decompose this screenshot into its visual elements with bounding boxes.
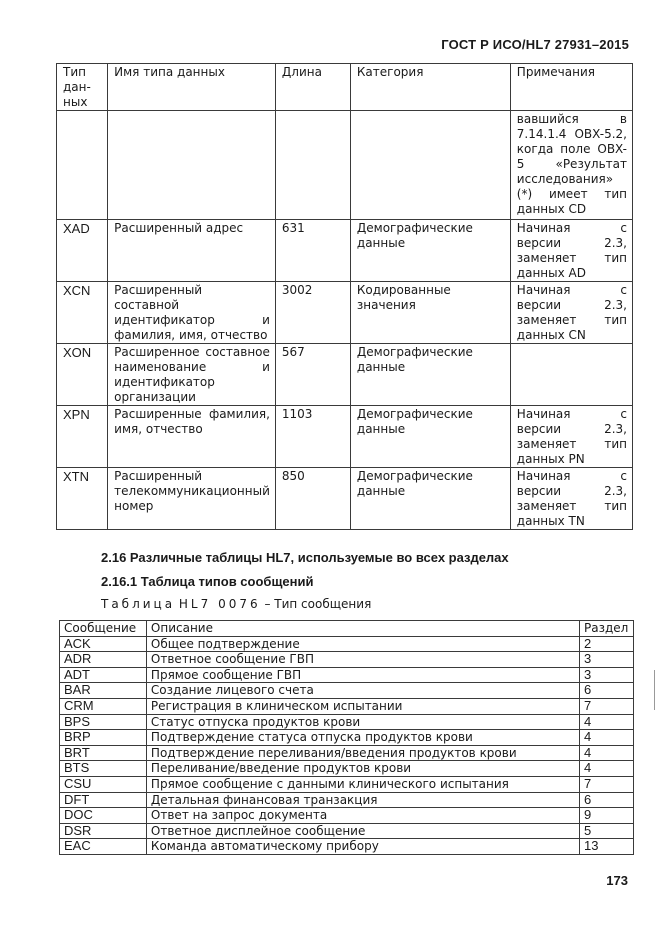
- message-section: 3: [580, 652, 634, 668]
- type-notes: Начиная с версии 2.3, заменяет тип данных CN: [510, 282, 632, 344]
- col-header-section: Раздел: [580, 621, 634, 637]
- type-code: XPN: [57, 406, 108, 468]
- caption-word: Таблица: [101, 597, 176, 611]
- type-code: XAD: [57, 220, 108, 282]
- table-row: [57, 220, 633, 282]
- message-section: 4: [580, 745, 634, 761]
- type-name: Расширенный адрес: [108, 220, 276, 282]
- message-code: BRP: [60, 730, 147, 746]
- caption-dash: –: [264, 597, 271, 611]
- type-code: XON: [57, 344, 108, 406]
- col-header-name: Имя типа данных: [108, 64, 276, 111]
- col-header-length: Длина: [275, 64, 350, 111]
- message-section: 7: [580, 698, 634, 714]
- col-header-notes: Примечания: [510, 64, 632, 111]
- message-code: CSU: [60, 776, 147, 792]
- type-name: Расширенный составной идентификатор и фамилия, имя, отчество: [108, 282, 276, 344]
- col-header-category: Категория: [350, 64, 510, 111]
- table-row: [57, 282, 633, 344]
- message-section: 5: [580, 823, 634, 839]
- message-code: ADR: [60, 652, 147, 668]
- message-code: BPS: [60, 714, 147, 730]
- message-description: Ответное сообщение ГВП: [146, 652, 579, 668]
- message-description: Статус отпуска продуктов крови: [146, 714, 579, 730]
- message-code: DOC: [60, 808, 147, 824]
- message-section: 3: [580, 667, 634, 683]
- message-section: 2: [580, 636, 634, 652]
- table-row: [60, 636, 634, 652]
- type-notes: Начиная с версии 2.3, заменяет тип данных PN: [510, 406, 632, 468]
- continuation-note: вавшийся в 7.14.1.4 OBX-5.2, когда поле OBX-5 «Результат исследования» (*) имеет тип данных CD: [510, 111, 632, 220]
- document-header: ГОСТ Р ИСО/HL7 27931–2015: [441, 37, 629, 52]
- type-notes: Начиная с версии 2.3, заменяет тип данных TN: [510, 468, 632, 530]
- message-code: DSR: [60, 823, 147, 839]
- message-section: 4: [580, 714, 634, 730]
- type-category: Демографические данные: [350, 344, 510, 406]
- type-category: Кодированные значения: [350, 282, 510, 344]
- caption-id: HL7 0076: [178, 597, 261, 611]
- type-code: XCN: [57, 282, 108, 344]
- message-description: Ответ на запрос документа: [146, 808, 579, 824]
- type-code: XTN: [57, 468, 108, 530]
- type-name: Расширенный телекоммуникационный номер: [108, 468, 276, 530]
- table-row: [60, 823, 634, 839]
- table-row: [57, 344, 633, 406]
- table-row: [60, 714, 634, 730]
- message-section: 13: [580, 839, 634, 855]
- message-code: BRT: [60, 745, 147, 761]
- table-row: [57, 468, 633, 530]
- table-header-row: [57, 64, 633, 111]
- message-section: 7: [580, 776, 634, 792]
- table-row: [57, 406, 633, 468]
- type-length: 631: [275, 220, 350, 282]
- message-description: Подтверждение переливания/введения продуктов крови: [146, 745, 579, 761]
- table-row: [60, 761, 634, 777]
- table-row: [60, 792, 634, 808]
- table-row: [60, 652, 634, 668]
- message-description: Команда автоматическому прибору: [146, 839, 579, 855]
- message-description: Прямое сообщение с данными клинического испытания: [146, 776, 579, 792]
- message-code: DFT: [60, 792, 147, 808]
- type-notes: Начиная с версии 2.3, заменяет тип данных AD: [510, 220, 632, 282]
- type-notes: [510, 344, 632, 406]
- message-types-table: [59, 620, 634, 855]
- message-description: Общее подтверждение: [146, 636, 579, 652]
- message-description: Детальная финансовая транзакция: [146, 792, 579, 808]
- data-types-table: [56, 63, 633, 530]
- type-length: 850: [275, 468, 350, 530]
- type-category: Демографические данные: [350, 468, 510, 530]
- message-description: Ответное дисплейное сообщение: [146, 823, 579, 839]
- message-code: ACK: [60, 636, 147, 652]
- table-row: [60, 698, 634, 714]
- col-header-description: Описание: [146, 621, 579, 637]
- message-description: Регистрация в клиническом испытании: [146, 698, 579, 714]
- table-row: [60, 745, 634, 761]
- page-number: 173: [606, 873, 628, 888]
- message-description: Прямое сообщение ГВП: [146, 667, 579, 683]
- table-row-continuation: [57, 111, 633, 220]
- message-code: BAR: [60, 683, 147, 699]
- table-row: [60, 839, 634, 855]
- message-code: CRM: [60, 698, 147, 714]
- table-header-row: [60, 621, 634, 637]
- message-code: ADT: [60, 667, 147, 683]
- col-header-type: Тип дан-ных: [57, 64, 108, 111]
- table-caption: [101, 597, 371, 611]
- section-heading-2-16-1: 2.16.1 Таблица типов сообщений: [101, 574, 314, 589]
- message-section: 6: [580, 792, 634, 808]
- table-row: [60, 808, 634, 824]
- section-heading-2-16: 2.16 Различные таблицы HL7, используемые во всех разделах: [101, 550, 509, 565]
- type-category: Демографические данные: [350, 220, 510, 282]
- message-section: 9: [580, 808, 634, 824]
- message-description: Создание лицевого счета: [146, 683, 579, 699]
- table-row: [60, 730, 634, 746]
- type-length: 567: [275, 344, 350, 406]
- table-row: [60, 776, 634, 792]
- type-name: Расширенные фамилия, имя, отчество: [108, 406, 276, 468]
- message-description: Подтверждение статуса отпуска продуктов крови: [146, 730, 579, 746]
- table-row: [60, 667, 634, 683]
- caption-title: Тип сообщения: [274, 597, 372, 611]
- type-length: 1103: [275, 406, 350, 468]
- message-code: EAC: [60, 839, 147, 855]
- table-row: [60, 683, 634, 699]
- message-code: BTS: [60, 761, 147, 777]
- message-section: 4: [580, 730, 634, 746]
- message-section: 4: [580, 761, 634, 777]
- scan-edge-line: [654, 670, 655, 710]
- type-category: Демографические данные: [350, 406, 510, 468]
- message-description: Переливание/введение продуктов крови: [146, 761, 579, 777]
- type-length: 3002: [275, 282, 350, 344]
- type-name: Расширенное составное наименование и идентификатор организации: [108, 344, 276, 406]
- col-header-message: Сообщение: [60, 621, 147, 637]
- message-section: 6: [580, 683, 634, 699]
